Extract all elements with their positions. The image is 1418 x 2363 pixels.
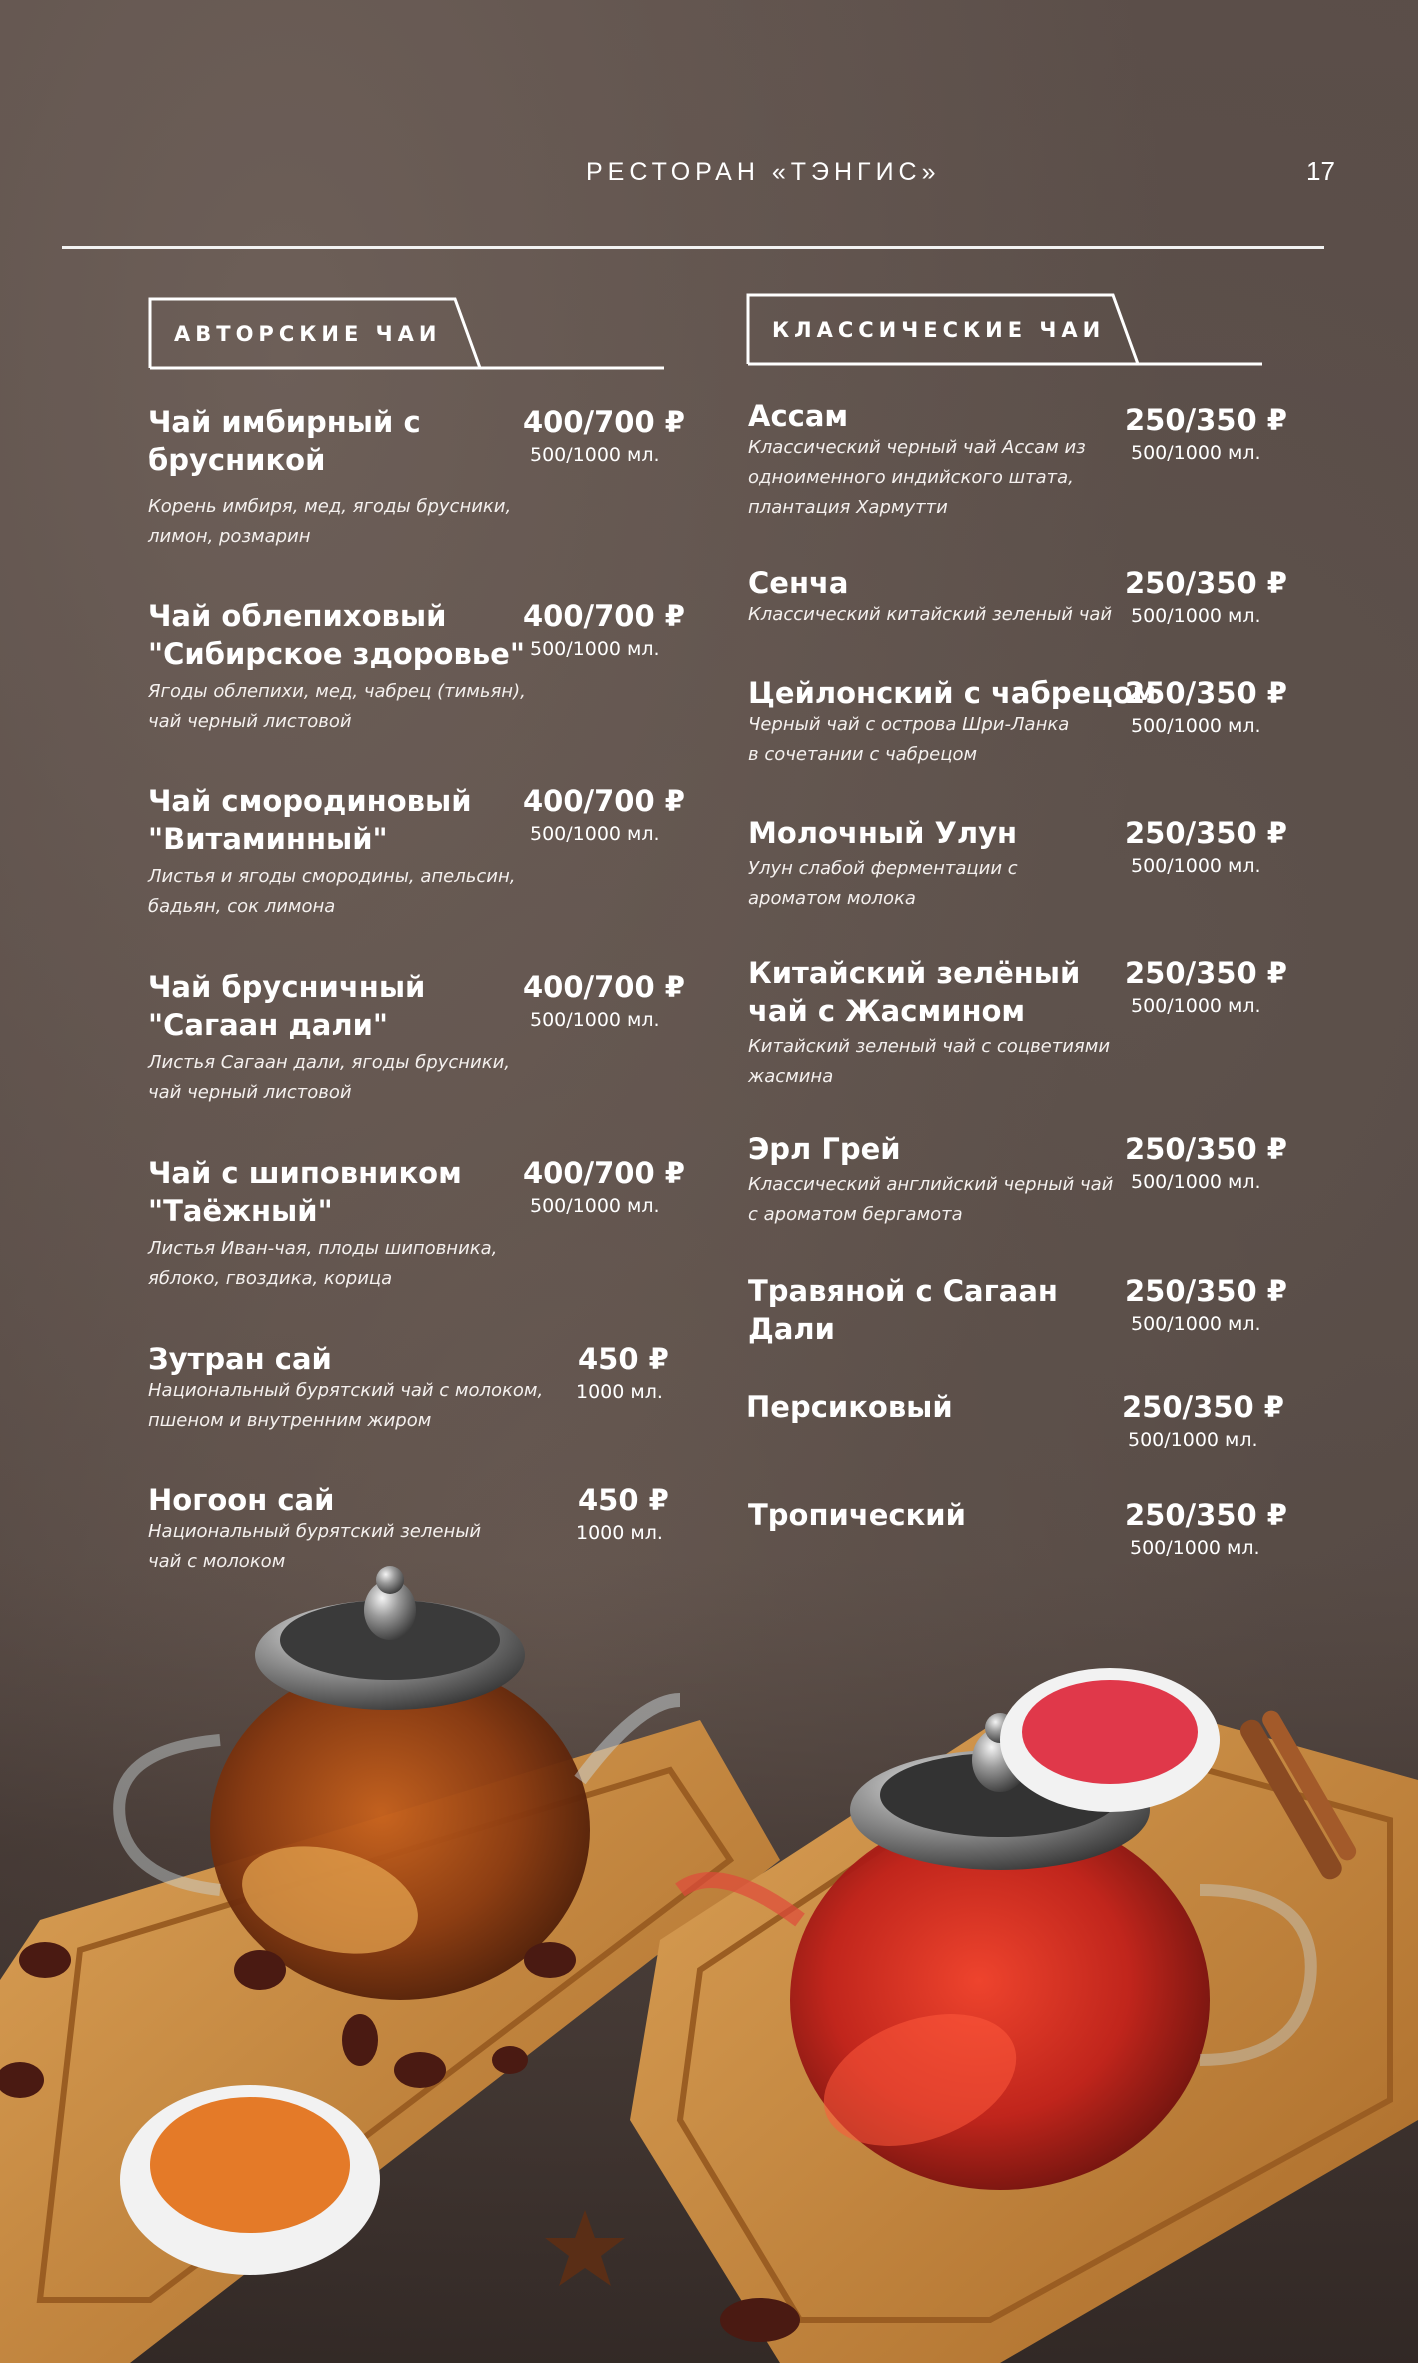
item-name: Чай облепиховый "Сибирское здоровье" bbox=[148, 599, 525, 671]
item-volume: 500/1000 мл. bbox=[1131, 605, 1261, 627]
item-price: 450 ₽ bbox=[578, 1483, 669, 1517]
item-name: Зутран сай bbox=[148, 1342, 332, 1376]
header-divider bbox=[62, 246, 1324, 249]
item-volume: 500/1000 мл. bbox=[1128, 1429, 1258, 1451]
menu-item bbox=[746, 1388, 1284, 1468]
item-description: Национальный бурятский зеленый bbox=[148, 1521, 482, 1542]
menu-item bbox=[748, 674, 1287, 774]
item-volume: 500/1000 мл. bbox=[530, 638, 660, 660]
item-description: Классический английский черный чай с ароматом бергамота bbox=[748, 1174, 1114, 1225]
item-name: Тропический bbox=[748, 1498, 966, 1532]
item-description: Листья Иван-чая, плоды шиповника, яблоко, гвоздика, корица bbox=[148, 1238, 498, 1289]
item-price: 250/350 ₽ bbox=[1122, 1390, 1284, 1424]
menu-item bbox=[748, 814, 1287, 914]
item-name: Травяной с Сагаан Дали bbox=[748, 1274, 1058, 1346]
menu-item bbox=[148, 968, 685, 1118]
item-name: Ассам bbox=[748, 399, 849, 433]
menu-item bbox=[748, 1130, 1287, 1230]
menu-item bbox=[148, 1154, 685, 1304]
menu-item bbox=[748, 1272, 1287, 1362]
item-name: Чай имбирный с брусникой bbox=[148, 405, 421, 477]
jam-bowl-orange bbox=[120, 2085, 380, 2275]
item-description: Китайский зеленый чай с соцветиями жасмина bbox=[748, 1036, 1111, 1087]
item-volume: 1000 мл. bbox=[576, 1381, 663, 1403]
item-name: Чай с шиповником "Таёжный" bbox=[148, 1156, 462, 1228]
menu-item bbox=[148, 403, 685, 553]
item-volume: 500/1000 мл. bbox=[1131, 1171, 1261, 1193]
item-description: Классический китайский зеленый чай bbox=[748, 604, 1113, 625]
item-name: Ногоон сай bbox=[148, 1483, 335, 1517]
section-tab-author-teas bbox=[148, 296, 664, 370]
item-name: Китайский зелёный чай с Жасмином bbox=[748, 956, 1081, 1028]
item-price: 400/700 ₽ bbox=[523, 970, 685, 1004]
item-price: 400/700 ₽ bbox=[523, 405, 685, 439]
item-volume: 500/1000 мл. bbox=[530, 1009, 660, 1031]
restaurant-title: РЕСТОРАН «ТЭНГИС» bbox=[586, 158, 941, 186]
item-description: Национальный бурятский чай с молоком, пшеном и внутренним жиром bbox=[148, 1380, 544, 1431]
item-description: Улун слабой ферментации с ароматом молока bbox=[748, 858, 1018, 909]
item-price: 450 ₽ bbox=[578, 1342, 669, 1376]
item-description: Корень имбиря, мед, ягоды брусники, лимон, розмарин bbox=[148, 496, 512, 547]
item-price: 250/350 ₽ bbox=[1125, 403, 1287, 437]
section-tab-classic-teas bbox=[746, 292, 1262, 366]
item-price: 400/700 ₽ bbox=[523, 1156, 685, 1190]
item-price: 400/700 ₽ bbox=[523, 599, 685, 633]
item-price: 250/350 ₽ bbox=[1125, 1132, 1287, 1166]
teapots-photo bbox=[0, 1560, 1418, 2363]
menu-item bbox=[148, 782, 685, 932]
section-title-classic-teas: КЛАССИЧЕСКИЕ ЧАИ bbox=[772, 318, 1106, 342]
item-volume: 500/1000 мл. bbox=[1131, 1313, 1261, 1335]
item-name: Цейлонский с чабрецом bbox=[748, 676, 1157, 710]
item-volume: 1000 мл. bbox=[576, 1522, 663, 1544]
item-description: Листья Сагаан дали, ягоды брусники, чай черный листовой bbox=[148, 1052, 511, 1103]
menu-item bbox=[148, 1340, 678, 1450]
item-volume: 500/1000 мл. bbox=[1131, 855, 1261, 877]
item-volume: 500/1000 мл. bbox=[530, 444, 660, 466]
item-price: 250/350 ₽ bbox=[1125, 676, 1287, 710]
item-description: Ягоды облепихи, мед, чабрец (тимьян), чай черный листовой bbox=[148, 681, 526, 732]
section-title-author-teas: АВТОРСКИЕ ЧАИ bbox=[174, 322, 442, 346]
item-description: Классический черный чай Ассам из одноименного индийского штата, плантация Хармутти bbox=[748, 437, 1086, 518]
item-name: Чай брусничный "Сагаан дали" bbox=[148, 970, 426, 1042]
item-price: 250/350 ₽ bbox=[1125, 566, 1287, 600]
item-volume: 500/1000 мл. bbox=[1131, 442, 1261, 464]
item-volume: 500/1000 мл. bbox=[1130, 1537, 1260, 1559]
page-number: 17 bbox=[1306, 156, 1335, 186]
item-price: 250/350 ₽ bbox=[1125, 816, 1287, 850]
menu-item bbox=[148, 597, 685, 747]
item-price: 250/350 ₽ bbox=[1125, 956, 1287, 990]
item-name: Персиковый bbox=[746, 1390, 953, 1424]
item-volume: 500/1000 мл. bbox=[530, 823, 660, 845]
jam-bowl-red bbox=[1000, 1668, 1220, 1812]
item-price: 250/350 ₽ bbox=[1125, 1498, 1287, 1532]
item-volume: 500/1000 мл. bbox=[1131, 715, 1261, 737]
menu-item bbox=[748, 397, 1287, 527]
item-description: Черный чай с острова Шри-Ланка в сочетании с чабрецом bbox=[748, 714, 1070, 765]
item-volume: 500/1000 мл. bbox=[1131, 995, 1261, 1017]
item-price: 400/700 ₽ bbox=[523, 784, 685, 818]
item-name: Сенча bbox=[748, 566, 849, 600]
item-name: Чай смородиновый "Витаминный" bbox=[148, 784, 472, 856]
item-name: Эрл Грей bbox=[748, 1132, 901, 1166]
menu-item bbox=[748, 564, 1287, 644]
item-description: Листья и ягоды смородины, апельсин, бадьян, сок лимона bbox=[148, 866, 516, 917]
item-name: Молочный Улун bbox=[748, 816, 1018, 850]
item-price: 250/350 ₽ bbox=[1125, 1274, 1287, 1308]
menu-item bbox=[748, 954, 1287, 1094]
item-volume: 500/1000 мл. bbox=[530, 1195, 660, 1217]
